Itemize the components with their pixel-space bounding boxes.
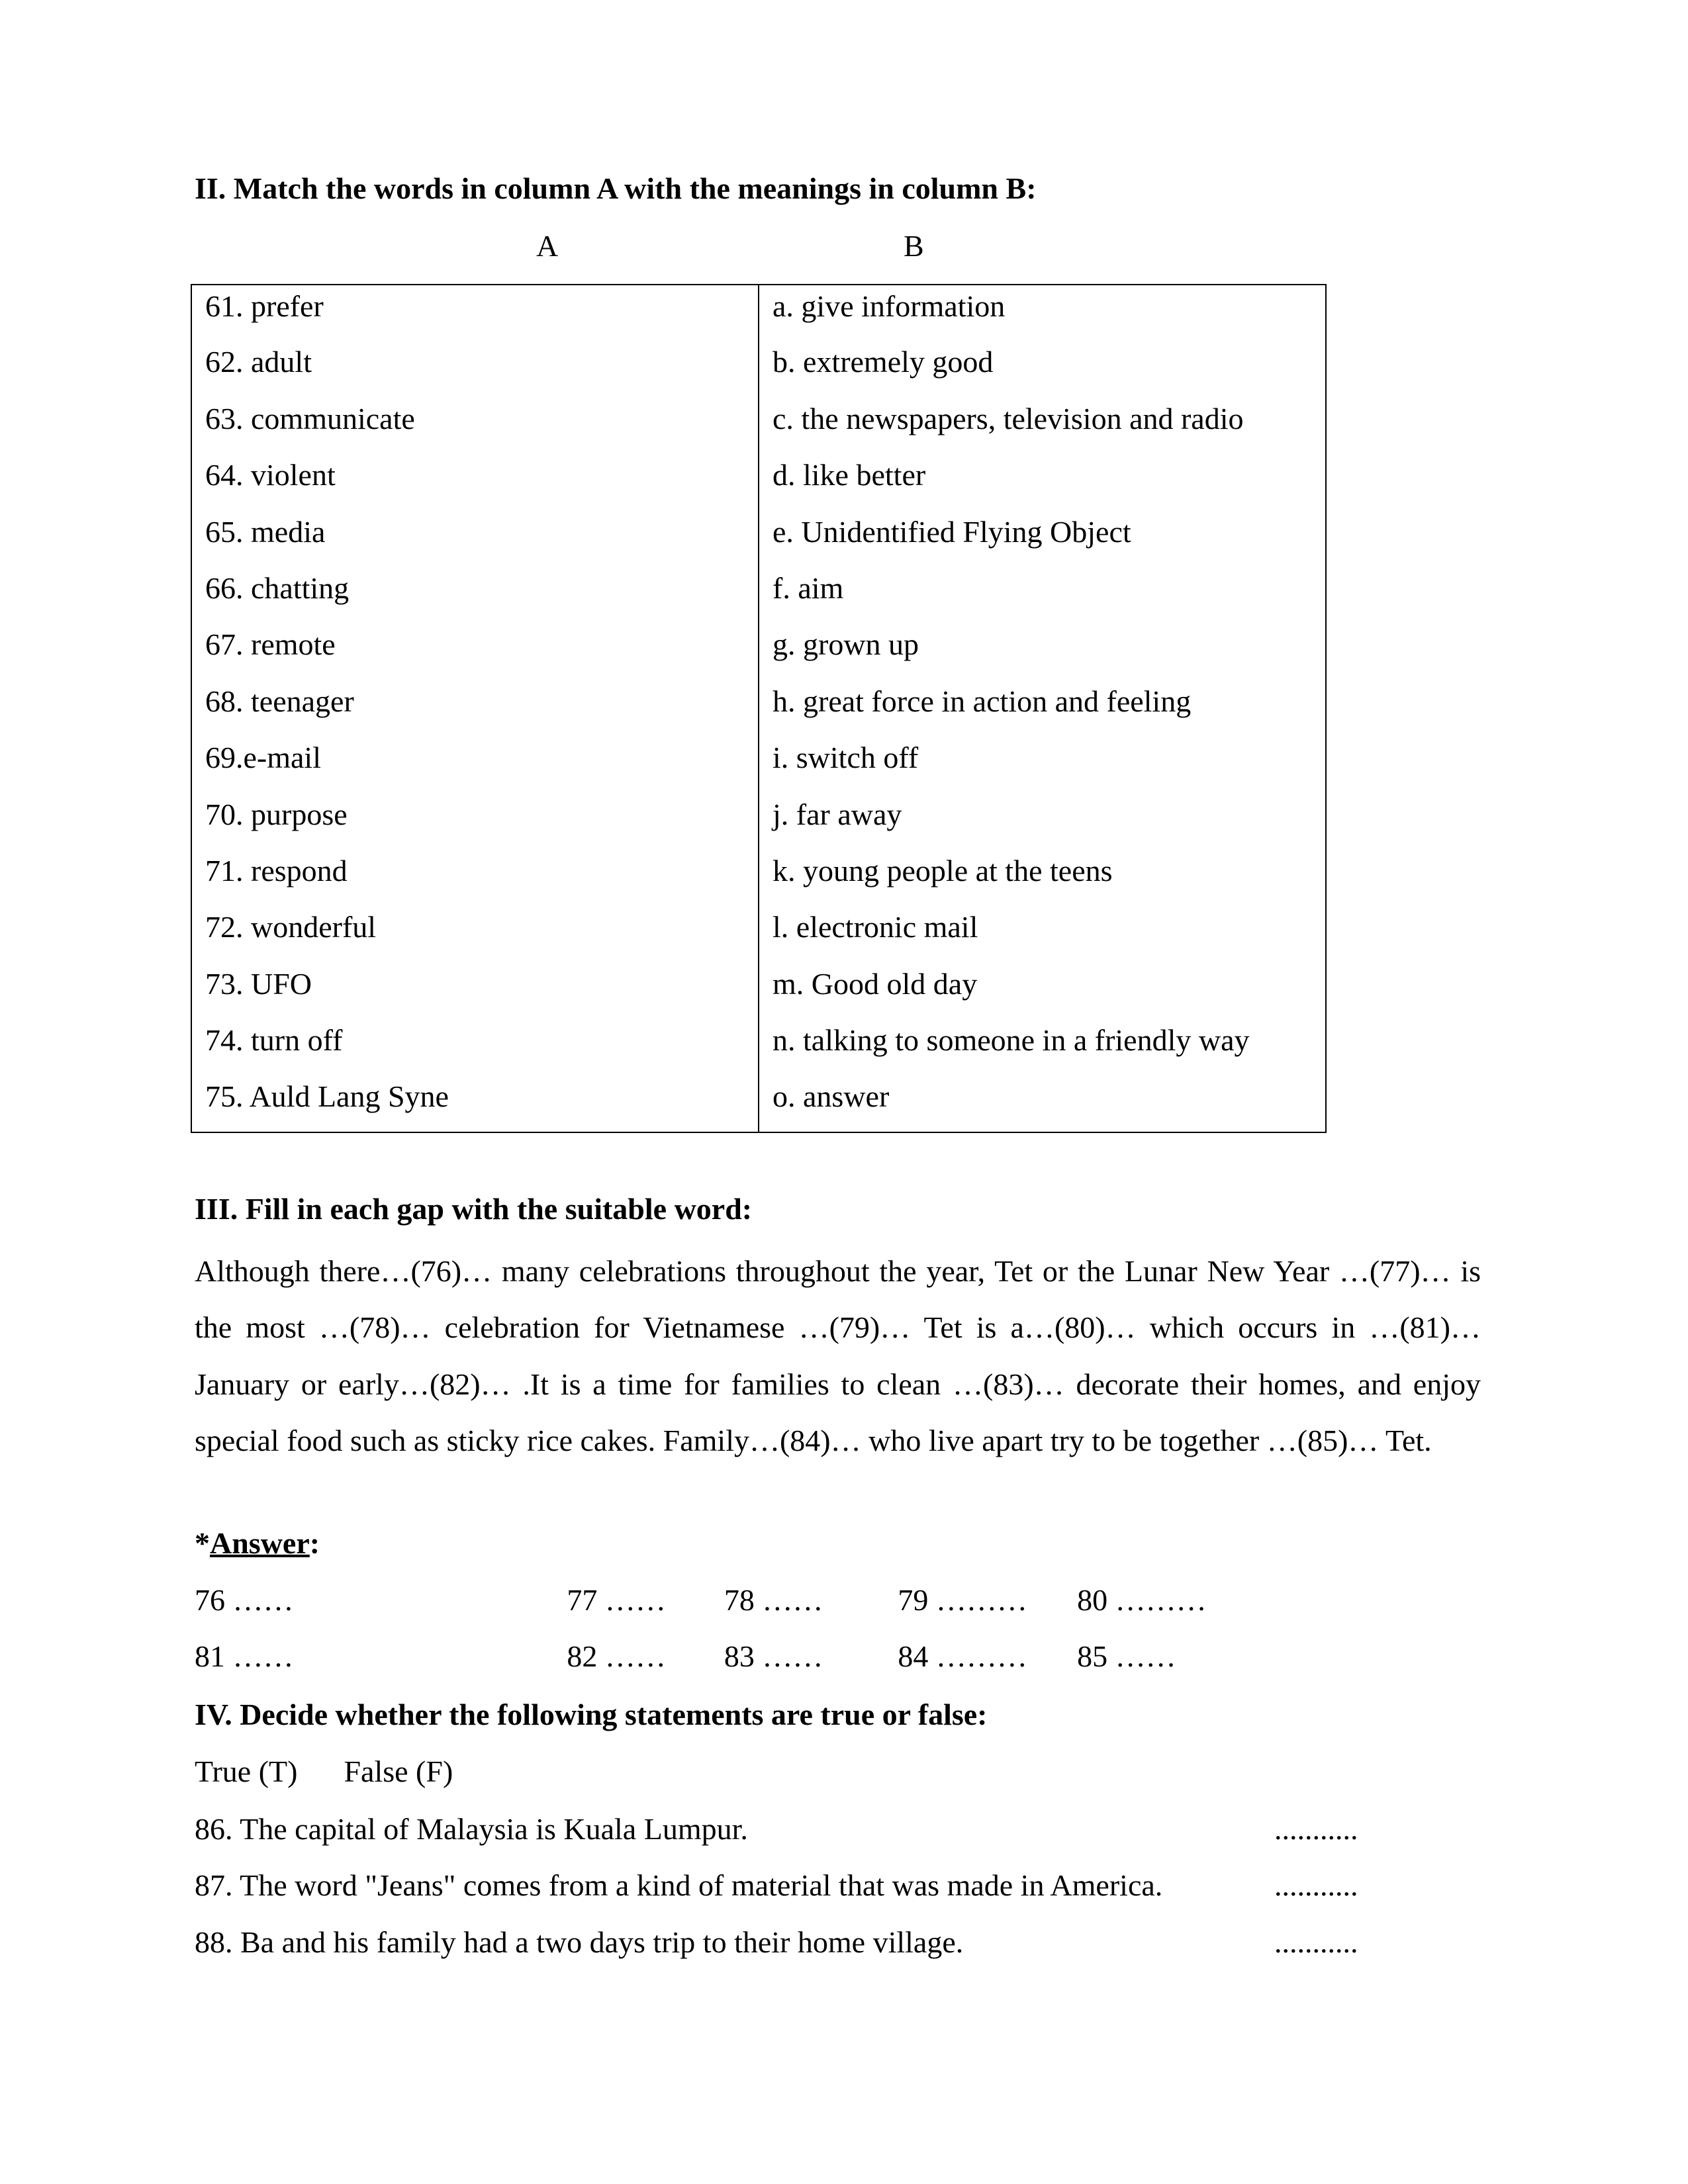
word-cell: 70. purpose xyxy=(191,794,759,850)
true-false-legend xyxy=(195,1754,453,1789)
word-cell: 75. Auld Lang Syne xyxy=(191,1075,759,1132)
word-cell: 69.e-mail xyxy=(191,737,759,793)
answer-prefix: * xyxy=(195,1526,210,1560)
answer-blank[interactable]: 83 …… xyxy=(724,1639,823,1673)
table-row xyxy=(191,1075,1326,1132)
table-row xyxy=(191,906,1326,962)
table-row xyxy=(191,1019,1326,1075)
word-cell: 63. communicate xyxy=(191,398,759,454)
answer-colon: : xyxy=(309,1526,320,1560)
word-cell: 73. UFO xyxy=(191,963,759,1019)
table-row xyxy=(191,341,1326,397)
word-cell: 66. chatting xyxy=(191,567,759,623)
column-b-header: B xyxy=(904,229,924,263)
meaning-cell: d. like better xyxy=(773,458,926,492)
table-row xyxy=(191,454,1326,510)
answer-blank[interactable]: 77 …… xyxy=(567,1583,666,1617)
statement-answer-blank[interactable]: ........... xyxy=(1274,1812,1358,1846)
word-cell: 72. wonderful xyxy=(191,906,759,962)
word-cell: 64. violent xyxy=(191,454,759,510)
meaning-cell: j. far away xyxy=(773,797,902,831)
word-cell: 65. media xyxy=(191,511,759,567)
statement-text: 87. The word "Jeans" comes from a kind of material that was made in America. xyxy=(195,1868,1163,1903)
meaning-cell: l. electronic mail xyxy=(773,910,978,944)
column-a-header: A xyxy=(536,229,559,263)
answer-blank[interactable]: 81 …… xyxy=(195,1639,294,1673)
word-cell: 71. respond xyxy=(191,850,759,906)
table-row xyxy=(191,850,1326,906)
meaning-cell: a. give information xyxy=(773,289,1006,323)
table-row xyxy=(191,737,1326,793)
section-3-title: III. Fill in each gap with the suitable word: xyxy=(195,1192,753,1226)
matching-table xyxy=(191,284,1327,1133)
table-row xyxy=(191,398,1326,454)
answer-blank[interactable]: 80 ……… xyxy=(1077,1583,1207,1617)
table-row xyxy=(191,567,1326,623)
false-label: False (F) xyxy=(344,1754,453,1788)
meaning-cell: h. great force in action and feeling xyxy=(773,684,1192,718)
meaning-cell: n. talking to someone in a friendly way xyxy=(773,1023,1250,1058)
word-cell: 62. adult xyxy=(191,341,759,397)
gap-fill-paragraph: Although there…(76)… many celebrations throughout the year, Tet or the Lunar New Year …(77)… is the most …(78)… celebration for Vietnamese …(79)… Tet is a…(80)… which occurs in …(81)… January or early…(82)… .It is a time for families to clean …(83)… decorate their homes, and enjoy special food such as sticky rice cakes. Family…(84)… who live apart try to be together …(85)… Tet. xyxy=(195,1254,1481,1458)
table-row xyxy=(191,623,1326,680)
true-label: True (T) xyxy=(195,1754,298,1788)
word-cell: 68. teenager xyxy=(191,680,759,737)
section-4-title: IV. Decide whether the following statements are true or false: xyxy=(195,1698,988,1731)
answer-blank[interactable]: 84 ……… xyxy=(898,1639,1027,1673)
answer-blank[interactable]: 78 …… xyxy=(724,1583,823,1617)
word-cell: 74. turn off xyxy=(191,1019,759,1075)
answer-label xyxy=(195,1525,320,1561)
meaning-cell: i. switch off xyxy=(773,741,919,775)
statement-text: 88. Ba and his family had a two days trip to their home village. xyxy=(195,1925,964,1959)
section-2-title: II. Match the words in column A with the meanings in column B: xyxy=(195,171,1037,205)
meaning-cell: e. Unidentified Flying Object xyxy=(773,514,1131,549)
answer-blank[interactable]: 82 …… xyxy=(567,1639,666,1673)
answer-blank[interactable]: 85 …… xyxy=(1077,1639,1176,1673)
answer-blank[interactable]: 76 …… xyxy=(195,1583,294,1617)
statement-answer-blank[interactable]: ........... xyxy=(1274,1925,1358,1959)
answer-label-text: Answer xyxy=(210,1526,310,1560)
meaning-cell: o. answer xyxy=(773,1079,890,1114)
table-row xyxy=(191,285,1326,341)
table-row xyxy=(191,794,1326,850)
table-row xyxy=(191,511,1326,567)
meaning-cell: m. Good old day xyxy=(773,966,978,1001)
statement-text: 86. The capital of Malaysia is Kuala Lumpur. xyxy=(195,1812,748,1846)
answer-blank[interactable]: 79 ……… xyxy=(898,1583,1027,1617)
meaning-cell: k. young people at the teens xyxy=(773,853,1113,887)
meaning-cell: c. the newspapers, television and radio xyxy=(773,401,1244,435)
word-cell: 61. prefer xyxy=(191,285,759,341)
statement-answer-blank[interactable]: ........... xyxy=(1274,1868,1358,1903)
meaning-cell: b. extremely good xyxy=(773,345,994,379)
meaning-cell: f. aim xyxy=(773,570,844,605)
table-row xyxy=(191,963,1326,1019)
word-cell: 67. remote xyxy=(191,623,759,680)
meaning-cell: g. grown up xyxy=(773,627,919,662)
table-row xyxy=(191,680,1326,737)
